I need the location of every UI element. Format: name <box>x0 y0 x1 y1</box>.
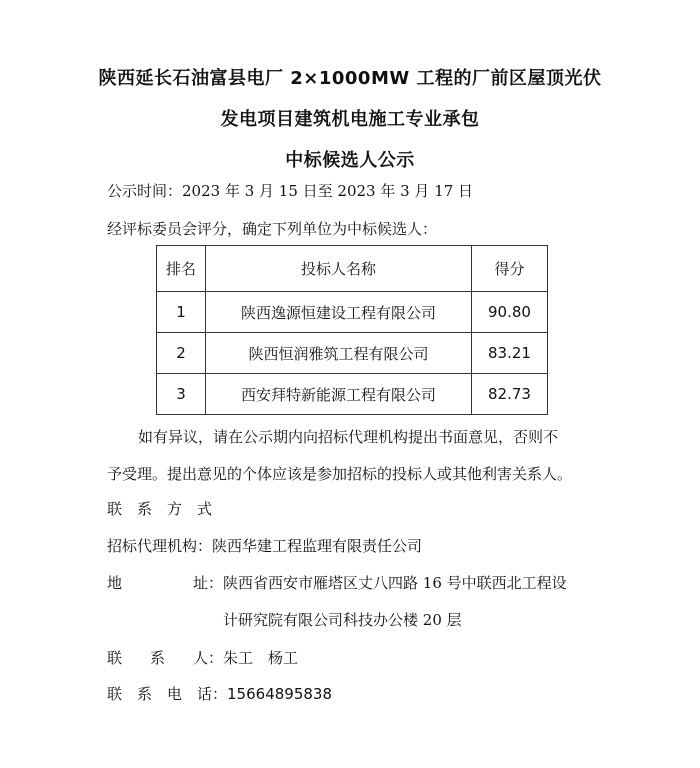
document-title-line-2: 发电项目建筑机电施工专业承包 <box>220 109 480 130</box>
phone-label: 联 系 电 话： <box>107 685 228 703</box>
header-score: 得分 <box>472 246 548 292</box>
score-cell: 83.21 <box>472 333 548 374</box>
table-row <box>157 333 548 374</box>
address-line-2: 计研究院有限公司科技办公楼 20 层 <box>223 611 462 629</box>
bidder-name-cell: 陕西逸源恒建设工程有限公司 <box>206 292 472 333</box>
contact-person-label-1: 联 <box>107 649 123 667</box>
contact-heading: 联 系 方 式 <box>107 500 213 518</box>
score-cell: 82.73 <box>472 374 548 415</box>
objection-line-1: 如有异议，请在公示期内向招标代理机构提出书面意见，否则不 <box>138 428 559 446</box>
rank-cell: 2 <box>157 333 206 374</box>
table-row <box>157 374 548 415</box>
agency-label: 招标代理机构： <box>107 537 213 555</box>
table-row <box>157 292 548 333</box>
address-label-right: 址： <box>193 574 224 592</box>
phone-value: 15664895838 <box>227 685 332 703</box>
table-header-row <box>157 246 548 292</box>
agency-row <box>107 535 422 556</box>
agency-value: 陕西华建工程监理有限责任公司 <box>212 537 423 555</box>
header-bidder-name: 投标人名称 <box>206 246 472 292</box>
rank-cell: 3 <box>157 374 206 415</box>
header-rank: 排名 <box>157 246 206 292</box>
contact-person-label-2: 系 <box>150 649 166 667</box>
objection-line-2: 予受理。提出意见的个体应该是参加招标的投标人或其他利害关系人。 <box>107 465 573 483</box>
address-line-1: 陕西省西安市雁塔区丈八四路 16 号中联西北工程设 <box>223 574 567 592</box>
phone-row <box>107 683 332 704</box>
address-label-left: 地 <box>107 574 123 592</box>
notice-period: 公示时间：2023 年 3 月 15 日至 2023 年 3 月 17 日 <box>107 182 474 200</box>
bidder-name-cell: 西安拜特新能源工程有限公司 <box>206 374 472 415</box>
intro-text: 经评标委员会评分，确定下列单位为中标候选人： <box>107 220 438 238</box>
document-title-line-3: 中标候选人公示 <box>285 150 415 171</box>
candidate-table <box>156 245 548 415</box>
contact-person-label-3: 人： <box>193 649 224 667</box>
rank-cell: 1 <box>157 292 206 333</box>
contact-person-value: 朱工 杨工 <box>223 649 299 667</box>
score-cell: 90.80 <box>472 292 548 333</box>
bidder-name-cell: 陕西恒润雅筑工程有限公司 <box>206 333 472 374</box>
document-title-line-1: 陕西延长石油富县电厂 2×1000MW 工程的厂前区屋顶光伏 <box>98 68 602 89</box>
